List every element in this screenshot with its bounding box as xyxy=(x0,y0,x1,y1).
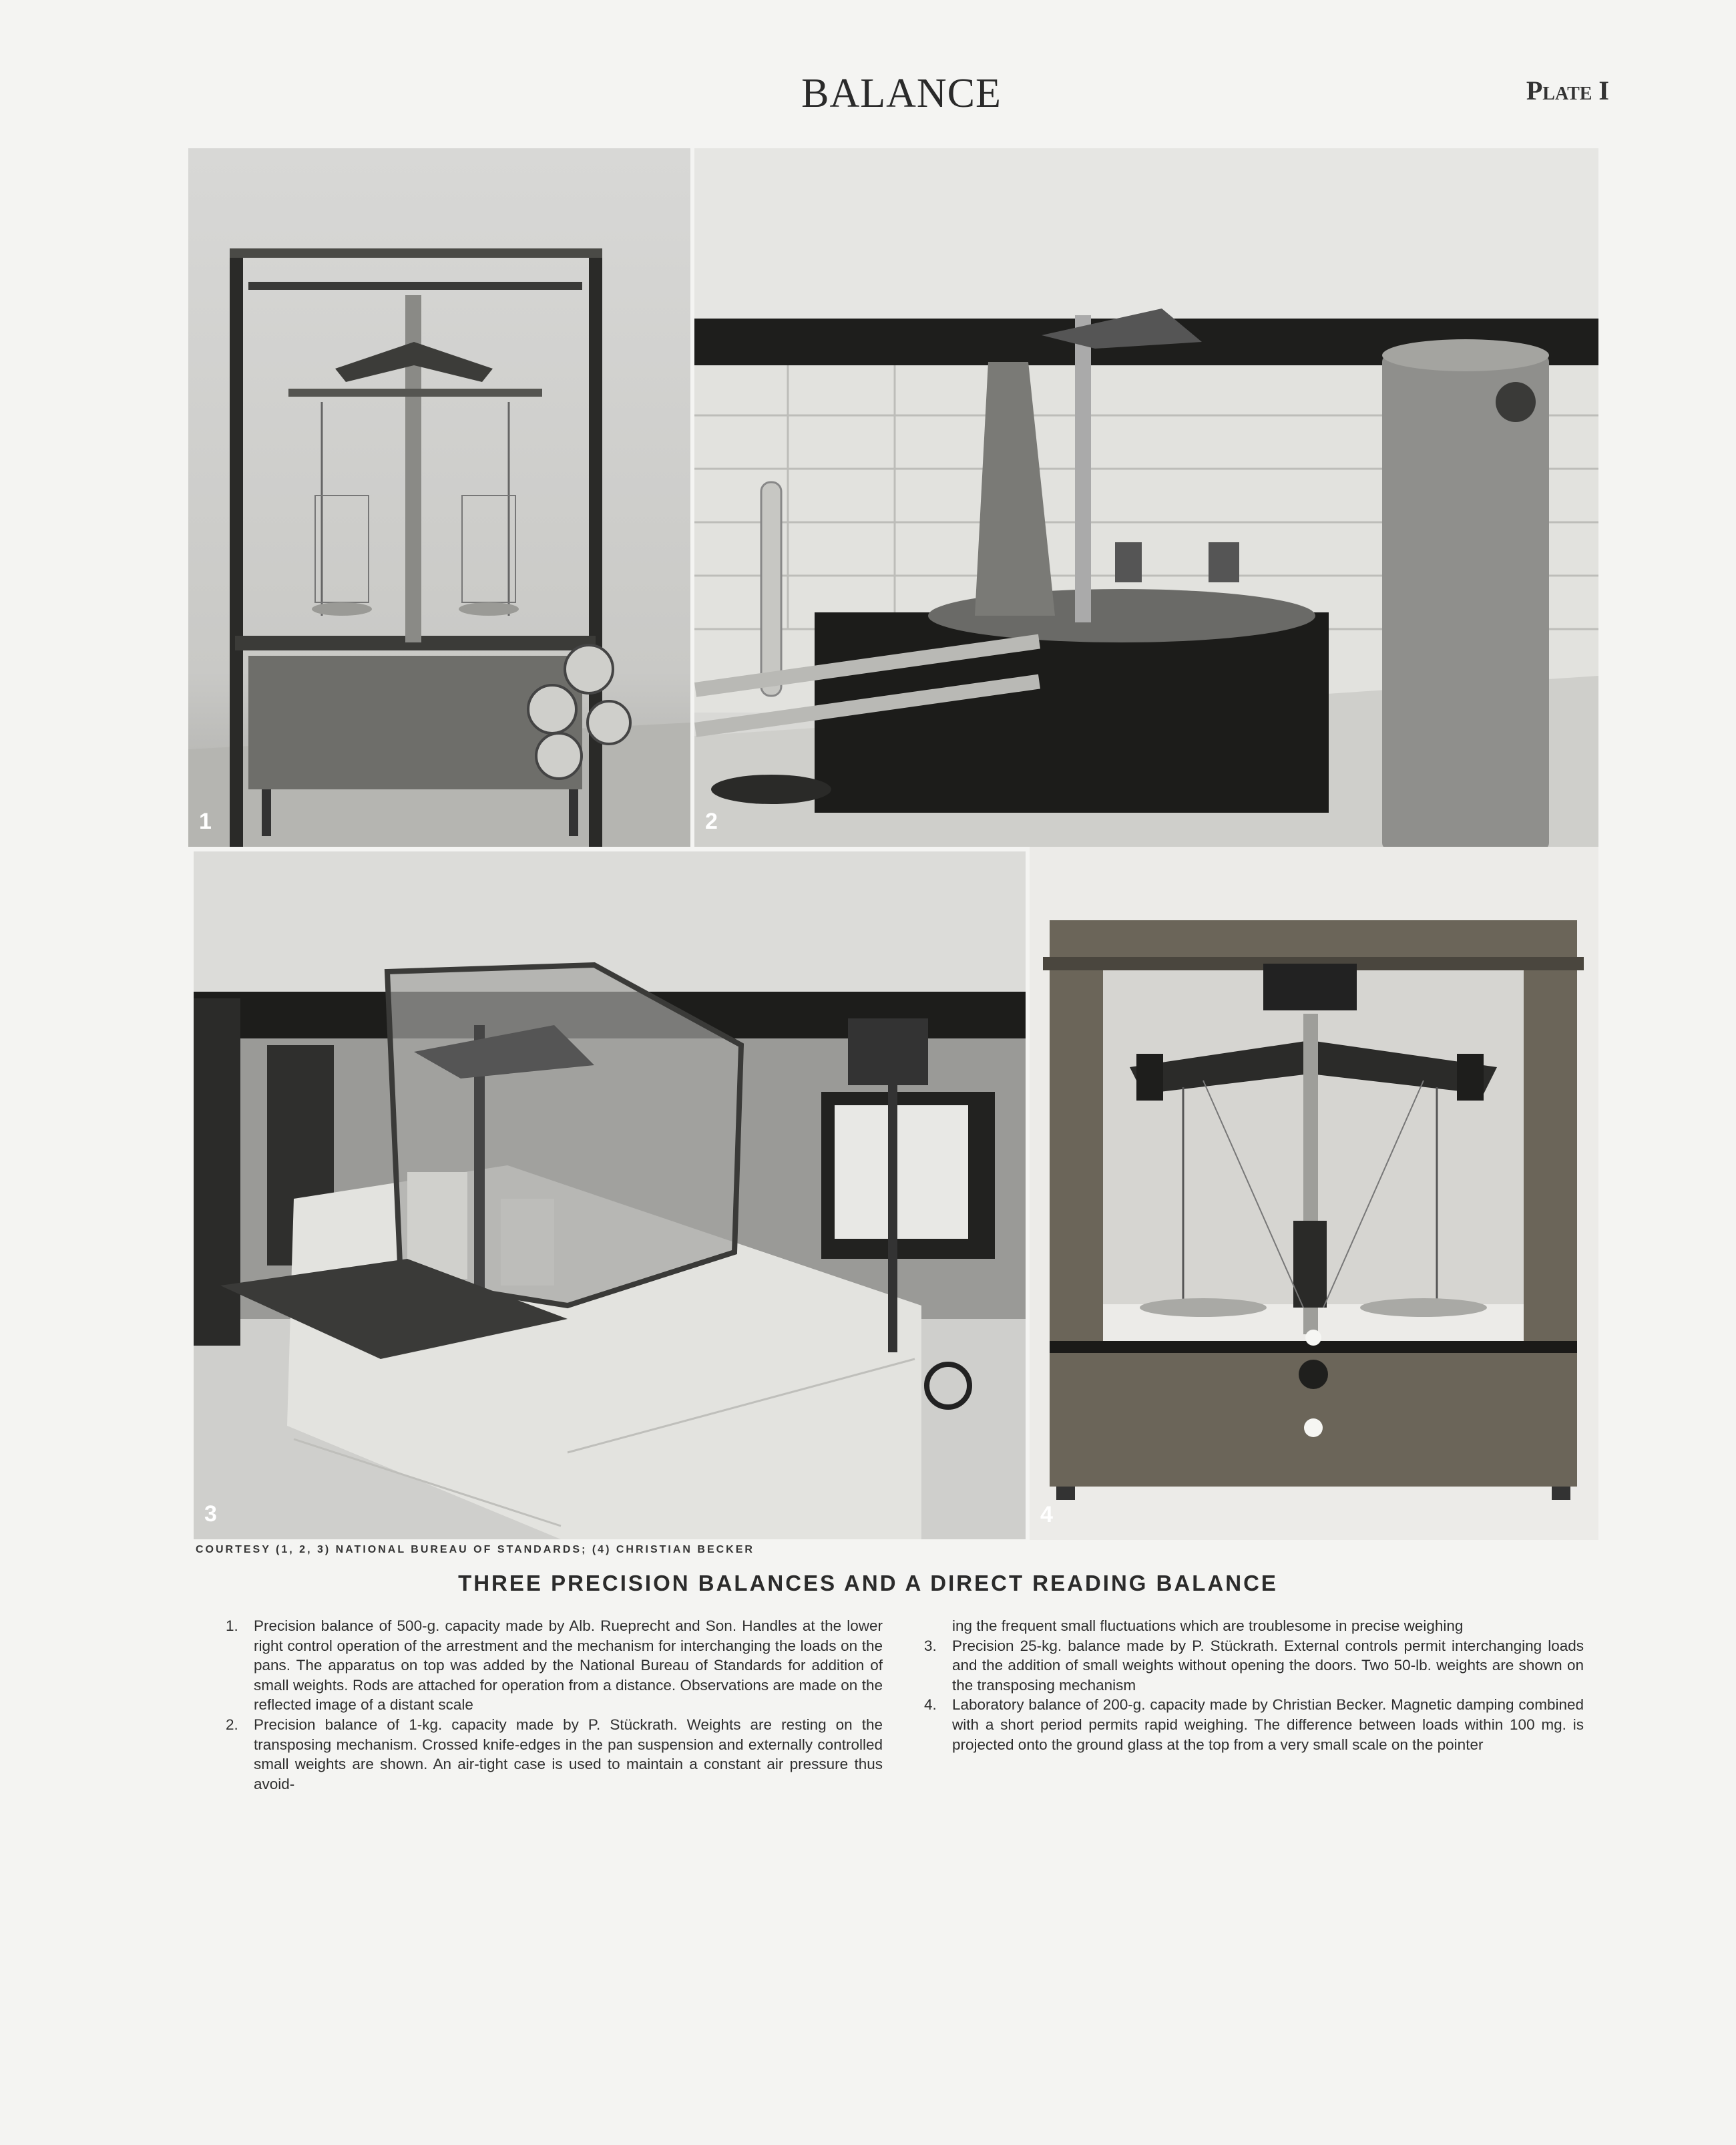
caption-item-2 xyxy=(226,1715,883,1794)
photo-2-balance-illustration xyxy=(694,148,1598,847)
caption-item-4 xyxy=(924,1695,1584,1754)
caption-title: THREE PRECISION BALANCES AND A DIRECT READING BALANCE xyxy=(458,1571,1278,1595)
photo-4-number: 4 xyxy=(1040,1502,1053,1527)
caption-item-2-number: 2. xyxy=(226,1716,238,1733)
photo-3 xyxy=(194,851,1026,1539)
photo-4 xyxy=(1030,847,1598,1540)
captions-right-column xyxy=(924,1616,1584,1754)
photo-1-balance-illustration xyxy=(188,148,690,847)
caption-item-1 xyxy=(226,1616,883,1715)
photo-4-balance-illustration xyxy=(1030,847,1598,1540)
caption-item-3-text: Precision 25-kg. balance made by P. Stückrath. External controls permit interchanging loads and the addition of small weights without opening the doors. Two 50-lb. weights are shown on the transposing mechanism xyxy=(952,1637,1584,1694)
caption-item-4-number: 4. xyxy=(924,1696,937,1714)
caption-item-2-continuation: ing the frequent small fluctuations which are troublesome in precise weighing xyxy=(952,1617,1464,1634)
plate-label: Plate I xyxy=(1526,75,1609,106)
photo-3-balance-illustration xyxy=(194,851,1026,1539)
photo-2 xyxy=(694,148,1598,847)
caption-item-4-text: Laboratory balance of 200-g. capacity made by Christian Becker. Magnetic damping combined with a short period permits rapid weighing. The difference between loads within 100 mg. is projected onto the ground glass at the top from a very small scale on the pointer xyxy=(952,1696,1584,1753)
captions-left-column xyxy=(226,1616,883,1794)
photo-3-number: 3 xyxy=(204,1501,217,1527)
caption-item-3 xyxy=(924,1636,1584,1696)
courtesy-credit: COURTESY (1, 2, 3) NATIONAL BUREAU OF STANDARDS; (4) CHRISTIAN BECKER xyxy=(196,1544,754,1555)
photo-2-number: 2 xyxy=(705,809,718,834)
caption-item-3-number: 3. xyxy=(924,1637,937,1654)
page-title: BALANCE xyxy=(801,71,1002,116)
caption-item-1-number: 1. xyxy=(226,1617,238,1634)
caption-item-2-text: Precision balance of 1-kg. capacity made by P. Stückrath. Weights are resting on the transposing mechanism. Crossed knife-edges in the pan suspension and externally controlled small weights are shown. An air-tight case is used to maintain a constant air pressure thus avoid- xyxy=(254,1716,883,1792)
photo-1 xyxy=(188,148,690,847)
photo-1-number: 1 xyxy=(199,809,212,834)
caption-item-1-text: Precision balance of 500-g. capacity made by Alb. Rueprecht and Son. Handles at the lower right control operation of the arrestment and the mechanism for interchanging the loads on the pans. The apparatus on top was added by the National Bureau of Standards for addition of small weights. Rods are attached for operation from a distance. Observations are made on the reflected image of a distant scale xyxy=(254,1617,883,1714)
